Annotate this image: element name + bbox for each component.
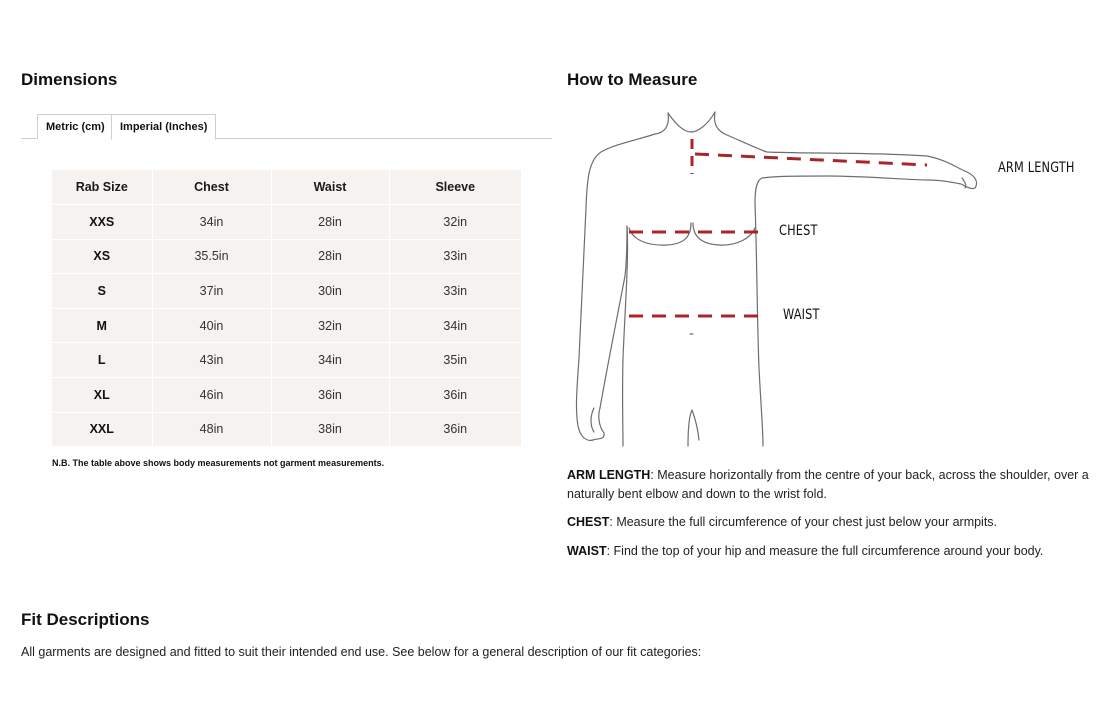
fit-descriptions-title: Fit Descriptions <box>21 610 150 629</box>
chest-cell: 46in <box>152 378 271 413</box>
table-row <box>52 239 521 274</box>
waist-cell: 36in <box>271 378 389 413</box>
size-cell: XL <box>52 378 152 413</box>
header-sleeve: Sleeve <box>389 170 521 205</box>
chest-cell: 43in <box>152 343 271 378</box>
sleeve-cell: 33in <box>389 274 521 309</box>
waist-term: WAIST <box>567 544 607 558</box>
chest-term: CHEST <box>567 515 610 529</box>
header-waist: Waist <box>271 170 389 205</box>
waist-cell: 38in <box>271 412 389 447</box>
table-row <box>52 412 521 447</box>
header-rab-size: Rab Size <box>52 170 152 205</box>
waist-description <box>567 542 1092 561</box>
waist-text: : Find the top of your hip and measure the full circumference around your body. <box>606 544 1044 558</box>
table-row <box>52 343 521 378</box>
chest-cell: 34in <box>152 205 271 240</box>
table-row <box>52 205 521 240</box>
chest-cell: 40in <box>152 308 271 343</box>
chest-label: CHEST <box>779 223 818 239</box>
size-cell: XXL <box>52 412 152 447</box>
body-measurement-note: N.B. The table above shows body measurements not garment measurements. <box>52 458 385 468</box>
table-header-row <box>52 170 521 205</box>
table-row <box>52 308 521 343</box>
sleeve-cell: 36in <box>389 378 521 413</box>
dimensions-title: Dimensions <box>21 70 118 89</box>
waist-label: WAIST <box>783 307 820 323</box>
waist-cell: 28in <box>271 205 389 240</box>
chest-cell: 37in <box>152 274 271 309</box>
sleeve-cell: 32in <box>389 205 521 240</box>
tab-imperial[interactable]: Imperial (Inches) <box>111 114 216 140</box>
how-to-measure-title: How to Measure <box>567 70 698 89</box>
table-row <box>52 274 521 309</box>
chest-text: : Measure the full circumference of your chest just below your armpits. <box>609 515 998 529</box>
arm-length-text: : Measure horizontally from the centre of your back, across the shoulder, over a naturally bent elbow and down to the wrist fold. <box>567 468 1089 501</box>
arm-length-label: ARM LENGTH <box>998 160 1075 176</box>
sleeve-cell: 33in <box>389 239 521 274</box>
fit-intro-text: All garments are designed and fitted to suit their intended end use. See below for a general description of our fit categories: <box>21 645 702 659</box>
size-cell: XXS <box>52 205 152 240</box>
unit-tabs <box>21 114 552 139</box>
arm-length-description <box>567 466 1092 504</box>
waist-cell: 32in <box>271 308 389 343</box>
size-cell: M <box>52 308 152 343</box>
waist-cell: 30in <box>271 274 389 309</box>
body-measure-diagram <box>567 108 1100 453</box>
size-cell: L <box>52 343 152 378</box>
table-row <box>52 378 521 413</box>
sleeve-cell: 35in <box>389 343 521 378</box>
chest-description <box>567 513 1092 532</box>
size-cell: XS <box>52 239 152 274</box>
chest-cell: 48in <box>152 412 271 447</box>
header-chest: Chest <box>152 170 271 205</box>
chest-cell: 35.5in <box>152 239 271 274</box>
tab-metric[interactable]: Metric (cm) <box>37 114 114 139</box>
arm-length-term: ARM LENGTH <box>567 468 651 482</box>
sleeve-cell: 34in <box>389 308 521 343</box>
waist-cell: 28in <box>271 239 389 274</box>
size-chart-table <box>52 170 521 447</box>
waist-cell: 34in <box>271 343 389 378</box>
size-cell: S <box>52 274 152 309</box>
sleeve-cell: 36in <box>389 412 521 447</box>
